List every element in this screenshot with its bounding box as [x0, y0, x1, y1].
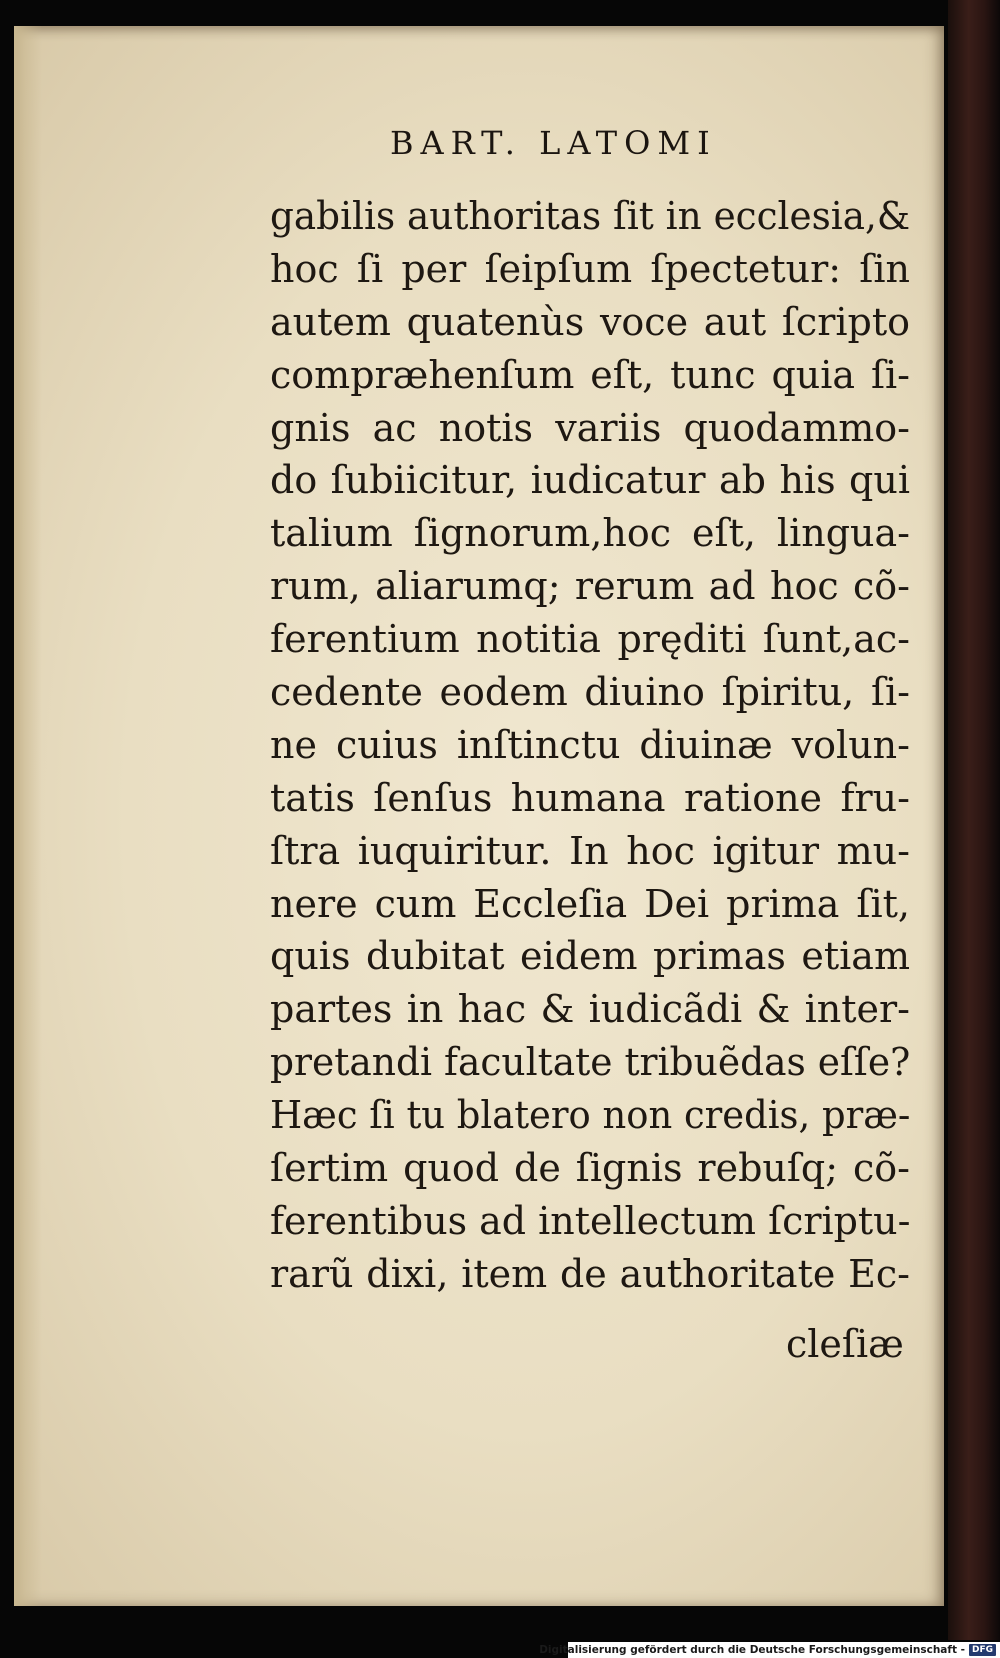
text-line: ferentibus ad intellectum ſcriptu- — [270, 1198, 911, 1243]
text-line: ſtra iuquiritur. In hoc igitur mu- — [270, 828, 910, 873]
text-line: cedente eodem diuino ſpiritu, ſi- — [270, 670, 910, 715]
text-line: compræhenſum eſt, tunc quia ſi- — [270, 352, 910, 397]
catchword: cleſiæ — [786, 1322, 904, 1366]
text-line: gnis ac notis variis quodammo- — [270, 405, 910, 450]
digitization-credit-banner — [539, 1642, 1000, 1658]
text-line: quis dubitat eidem primas etiam — [270, 934, 910, 979]
text-line: tatis ſenſus humana ratione fru- — [270, 775, 910, 820]
digitization-credit: Digitalisierung gefördert durch die Deutsche Forschungsgemeinschaft - — [539, 1644, 965, 1656]
text-line: hoc ſi per ſeipſum ſpectetur: ſin — [270, 246, 910, 291]
running-head: BART. LATOMI — [390, 124, 717, 162]
text-line: autem quatenùs voce aut ſcripto — [270, 299, 910, 344]
text-line: nere cum Eccleſia Dei prima ſit, — [270, 881, 910, 926]
text-line: rum, aliarumq; rerum ad hoc cõ- — [270, 564, 910, 609]
text-line: rarũ dixi, item de authoritate Ec- — [270, 1251, 910, 1296]
text-line: ne cuius inſtinctu diuinæ volun- — [270, 722, 910, 767]
text-line: ferentium notitia pręditi ſunt,ac- — [270, 617, 910, 662]
text-line: do ſubiicitur, iudicatur ab his qui — [270, 458, 910, 503]
dfg-logo: DFG — [969, 1644, 996, 1656]
text-line: partes in hac & iudicãdi & inter- — [270, 987, 910, 1032]
book-binding — [948, 0, 1000, 1640]
text-line: Hæc ſi tu blatero non credis, præ- — [270, 1093, 911, 1138]
text-line: gabilis authoritas ſit in ecclesia,& — [270, 194, 911, 238]
text-line: pretandi facultate tribuẽdas eſſe? — [270, 1040, 911, 1085]
page-gutter-shadow — [14, 26, 42, 1606]
text-line: talium ſignorum,hoc eſt, lingua- — [270, 511, 910, 556]
text-line: ſertim quod de ſignis rebuſq; cõ- — [270, 1146, 910, 1191]
body-text — [270, 190, 910, 1301]
